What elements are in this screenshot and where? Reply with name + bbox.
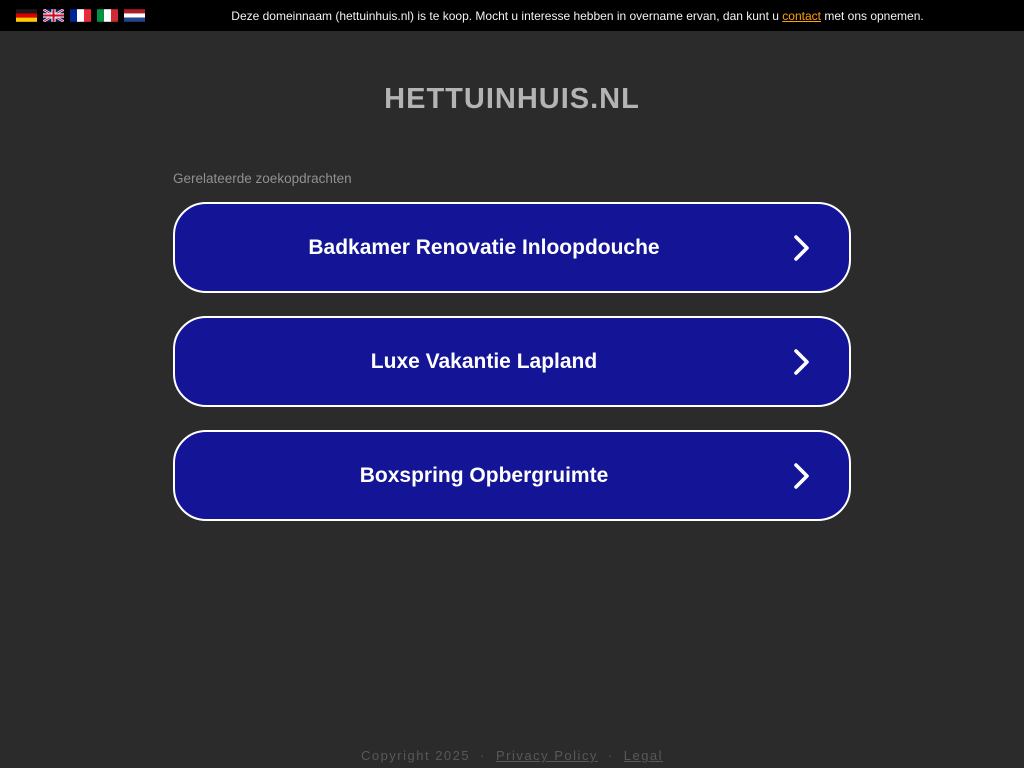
related-search-label: Badkamer Renovatie Inloopdouche: [308, 235, 660, 259]
related-searches-section: [173, 171, 851, 521]
footer-separator: ·: [480, 748, 486, 763]
flag-germany-icon[interactable]: [16, 9, 37, 22]
related-search-button-badkamer[interactable]: [173, 202, 851, 293]
page-title: HETTUINHUIS.NL: [384, 83, 640, 115]
sale-message: [145, 9, 1010, 23]
flag-netherlands-icon[interactable]: [124, 9, 145, 22]
flag-france-icon[interactable]: [70, 9, 91, 22]
flag-italy-icon[interactable]: [97, 9, 118, 22]
chevron-right-icon: [793, 234, 849, 262]
sale-message-before: Deze domeinnaam (hettuinhuis.nl) is te koop. Mocht u interesse hebben in overname ervan, dan kunt u: [231, 8, 783, 23]
language-flags: [16, 9, 145, 22]
related-searches-label: Gerelateerde zoekopdrachten: [173, 171, 352, 186]
related-search-label: Luxe Vakantie Lapland: [370, 349, 598, 373]
contact-link[interactable]: contact: [782, 8, 821, 23]
footer-separator: ·: [607, 748, 614, 763]
copyright-text: Copyright 2025: [360, 748, 471, 763]
privacy-policy-link[interactable]: Privacy Policy: [495, 748, 598, 763]
footer: [0, 748, 1024, 763]
chevron-right-icon: [793, 348, 849, 376]
legal-link[interactable]: Legal: [623, 748, 664, 763]
flag-uk-icon[interactable]: [43, 9, 64, 22]
chevron-right-icon: [793, 462, 849, 490]
domain-sale-banner: [0, 0, 1024, 31]
sale-message-after: met ons opnemen.: [820, 8, 924, 23]
related-search-label: Boxspring Opbergruimte: [359, 463, 609, 487]
related-search-button-lapland[interactable]: [173, 316, 851, 407]
related-search-button-boxspring[interactable]: [173, 430, 851, 521]
